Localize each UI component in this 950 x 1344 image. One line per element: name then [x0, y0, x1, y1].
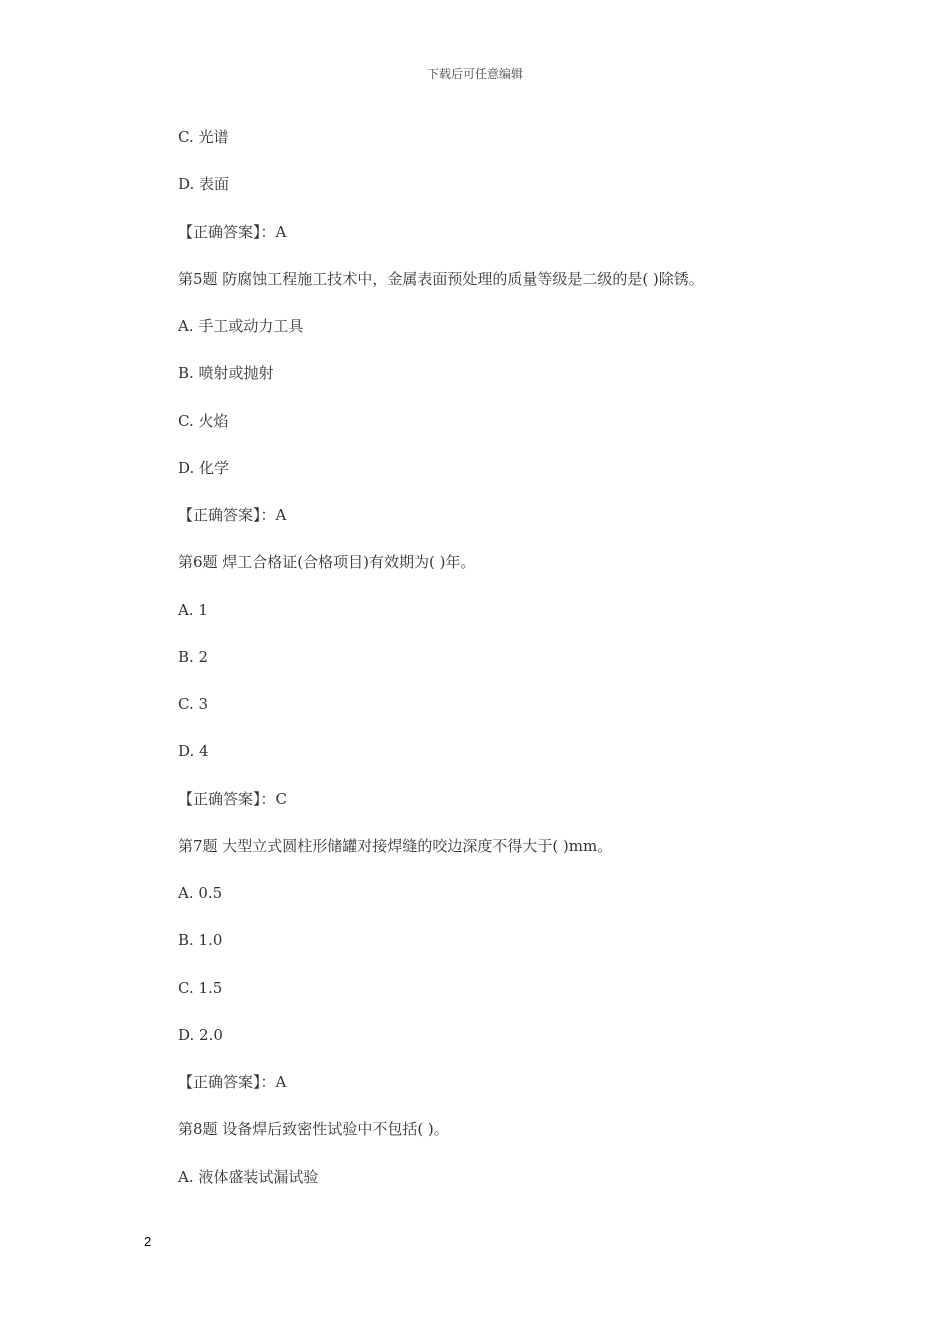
question-5: 第5题 防腐蚀工程施工技术中，金属表面预处理的质量等级是二级的是( )除锈。 [178, 269, 704, 288]
page-number: 2 [144, 1234, 152, 1249]
q6-option-d: D. 4 [178, 742, 209, 761]
q7-option-a: A. 0.5 [178, 884, 223, 902]
question-8: 第8题 设备焊后致密性试验中不包括( )。 [178, 1120, 449, 1139]
q6-option-a: A. 1 [178, 600, 208, 619]
answer-q5: 【正确答案】：A [178, 506, 287, 524]
q5-option-a: A. 手工或动力工具 [178, 317, 304, 335]
answer-q6: 【正确答案】：C [178, 789, 287, 808]
document-body [178, 126, 818, 1213]
q5-option-d: D. 化学 [178, 458, 230, 477]
q8-option-a: A. 液体盛装试漏试验 [178, 1167, 319, 1186]
header-note: 下载后可任意编辑 [426, 67, 523, 81]
q6-option-b: B. 2 [178, 647, 209, 666]
q7-option-d: D. 2.0 [178, 1025, 223, 1044]
option-d-surface: D. 表面 [178, 175, 230, 194]
q7-option-c: C. 1.5 [178, 978, 223, 997]
question-7: 第7题 大型立式圆柱形储罐对接焊缝的咬边深度不得大于( )mm。 [178, 836, 613, 855]
option-c-spectrum: C. 光谱 [178, 128, 229, 146]
q5-option-c: C. 火焰 [178, 411, 229, 430]
answer-q4: 【正确答案】：A [178, 222, 287, 241]
q7-option-b: B. 1.0 [178, 931, 223, 950]
question-6: 第6题 焊工合格证(合格项目)有效期为( )年。 [178, 553, 476, 572]
q5-option-b: B. 喷射或抛射 [178, 364, 274, 383]
answer-q7: 【正确答案】：A [178, 1073, 287, 1091]
q6-option-c: C. 3 [178, 695, 209, 713]
